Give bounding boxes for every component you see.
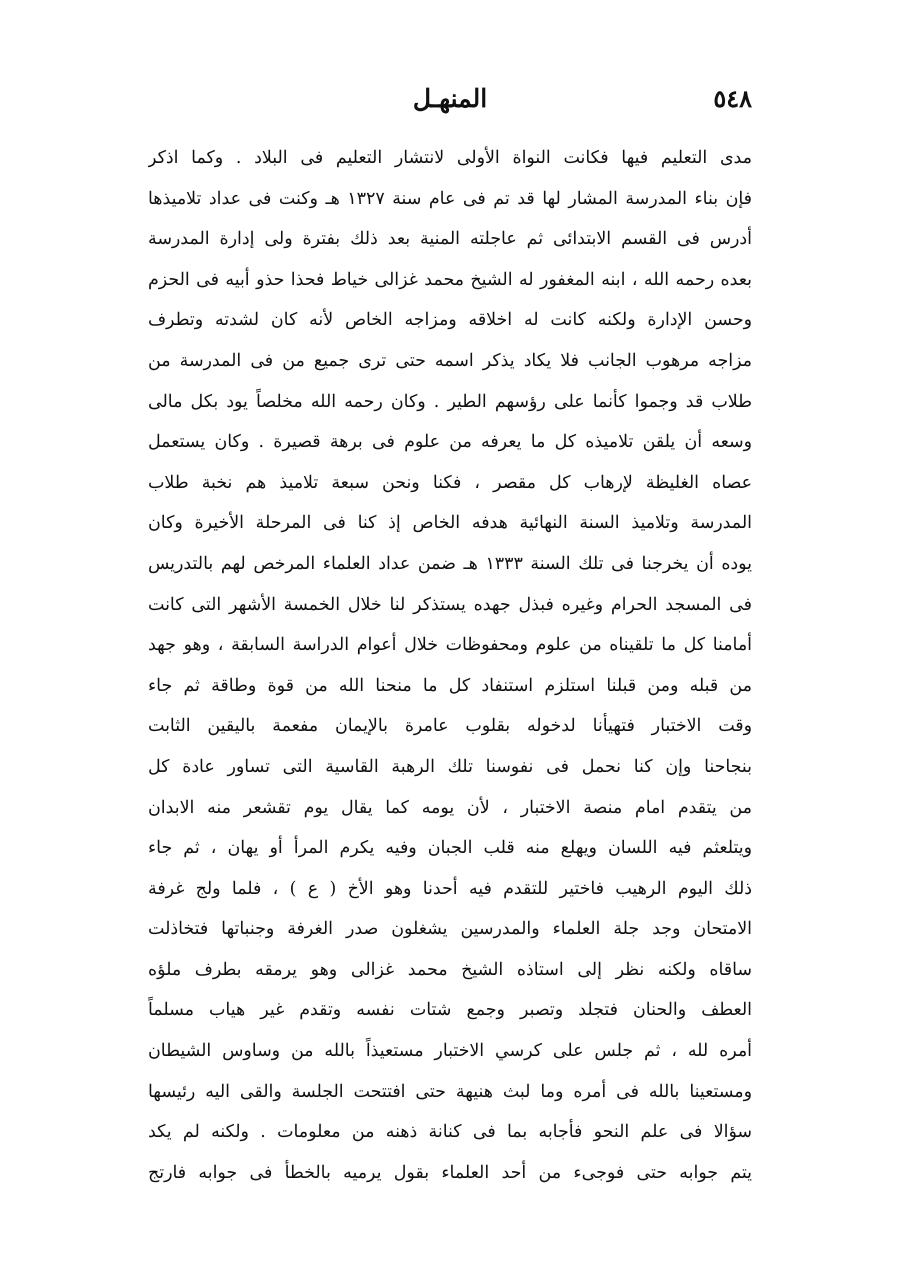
text-line: يتم جوابه حتى فوجىء من أحد العلماء بقول يرميه بالخطأ فى جوابه فارتج [148, 1162, 752, 1183]
text-line: مدى التعليم فيها فكانت النواة الأولى لانتشار التعليم فى البلاد . وكما اذكر [148, 148, 752, 168]
page-number: ٥٤٨ [713, 84, 752, 113]
text-line: ومستعينا بالله فى أمره وما لبث هنيهة حتى افتتحت الجلسة والقى اليه رئيسها [148, 1081, 752, 1102]
text-line: بنجاحنا وإن كنا نحمل فى نفوسنا تلك الرهبة القاسية التى تساور عادة كل [148, 756, 752, 777]
text-line: مزاجه مرهوب الجانب فلا يكاد يذكر اسمه حتى ترى جميع من فى المدرسة من [148, 350, 752, 371]
text-line: وقت الاختبار فتهيأنا لدخوله بقلوب عامرة بالإيمان مفعمة باليقين الثابت [148, 716, 752, 737]
text-line: ساقاه ولكنه نظر إلى استاذه الشيخ محمد غزالى وهو يرمقه بطرف ملؤه [148, 959, 752, 980]
text-line: من يتقدم امام منصة الاختبار ، لأن يومه كما يقال يوم تقشعر منه الابدان [148, 797, 752, 818]
text-line: يوده أن يخرجنا فى تلك السنة ١٣٣٣ هـ ضمن عداد العلماء المرخص لهم بالتدريس [148, 553, 752, 574]
text-line: أدرس فى القسم الابتدائى ثم عاجلته المنية بعد ذلك بفترة ولى إدارة المدرسة [148, 229, 752, 250]
text-line: ذلك اليوم الرهيب فاختير للتقدم فيه أحدنا وهو الأخ ( ع ) ، فلما ولج غرفة [148, 878, 752, 899]
text-line: طلاب قد وجموا كأنما على رؤسهم الطير . وكان رحمه الله مخلصاً يود بكل مالى [148, 391, 752, 412]
text-line: فى المسجد الحرام وغيره فبذل جهده يستذكر لنا خلال الخمسة الأشهر التى كانت [148, 594, 752, 615]
text-line: عصاه الغليظة لإرهاب كل مقصر ، فكنا ونحن سبعة تلاميذ هم نخبة طلاب [148, 472, 752, 493]
text-line: العطف والحنان فتجلد وتصبر وجمع شتات نفسه وتقدم غير هياب مسلماً [148, 1000, 752, 1021]
running-title: المنهـل [412, 84, 488, 113]
text-line: أمره لله ، ثم جلس على كرسي الاختبار مستعيذاً بالله من وساوس الشيطان [148, 1041, 752, 1062]
text-line: فإن بناء المدرسة المشار لها قد تم فى عام سنة ١٣٢٧ هـ وكنت فى عداد تلاميذها [148, 188, 752, 209]
text-line: أمامنا كل ما تلقيناه من علوم ومحفوظات خلال أعوام الدراسة السابقة ، وهو جهد [148, 635, 752, 656]
text-line: المدرسة وتلاميذ السنة النهائية هدفه الخاص إذ كنا فى المرحلة الأخيرة وكان [148, 513, 752, 534]
text-line: بعده رحمه الله ، ابنه المغفور له الشيخ محمد غزالى خياط فحذا حذو أبيه فى الحزم [148, 269, 752, 290]
text-line: وسعه أن يلقن تلاميذه كل ما يعرفه من علوم فى برهة قصيرة . وكان يستعمل [148, 432, 752, 453]
text-line: من قبله ومن قبلنا استلزم استنفاد كل ما منحنا الله من قوة وطاقة ثم جاء [148, 675, 752, 696]
text-line: وحسن الإدارة ولكنه كانت له اخلاقه ومزاجه الخاص لأنه كان لشدته وتطرف [148, 310, 752, 331]
text-line: سؤالا فى علم النحو فأجابه بما فى كنانة ذهنه من معلومات . ولكنه لم يكد [148, 1122, 752, 1143]
body-text [148, 138, 752, 1193]
text-line: ويتلعثم فيه اللسان ويهلع منه قلب الجبان وفيه يكرم المرأ أو يهان ، ثم جاء [148, 838, 752, 859]
text-line: الامتحان وجد جلة العلماء والمدرسين يشغلون صدر الغرفة وجنباتها فتخاذلت [148, 919, 752, 940]
